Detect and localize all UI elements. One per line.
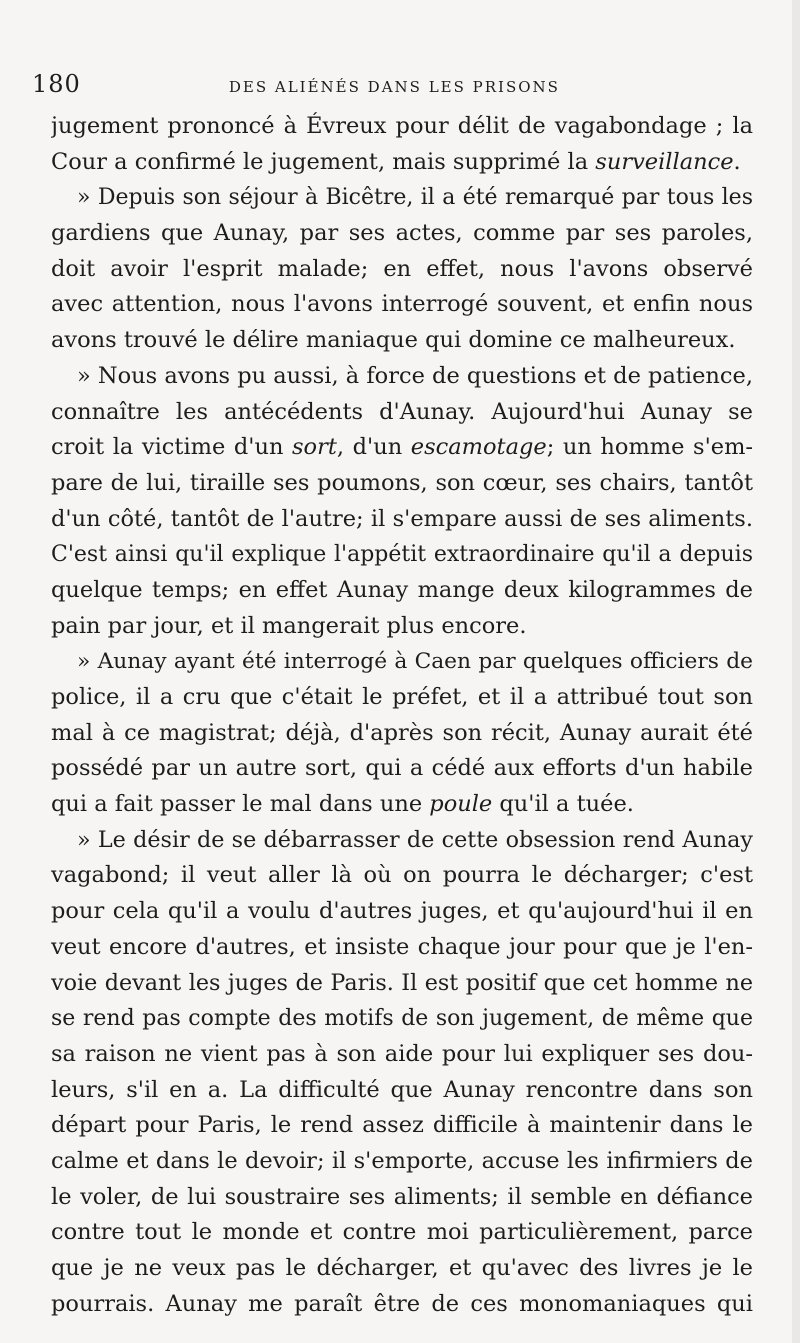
page-edge <box>792 0 800 1343</box>
text-line: » Nous avons pu aussi, à force de questions et de patience, <box>77 362 753 389</box>
text-line: sa raison ne vient pas à son aide pour lui expliquer ses dou- <box>51 1040 753 1067</box>
text-line: police, il a cru que c'était le préfet, et il a attribué tout son <box>51 684 753 710</box>
text-line: pour cela qu'il a voulu d'autres juges, et qu'aujourd'hui il en <box>51 898 753 925</box>
text-line: quelque temps; en effet Aunay mange deux kilogrammes de <box>51 576 753 603</box>
text-line: » Aunay ayant été interrogé à Caen par quelques officiers de <box>77 649 753 675</box>
text-line: gardiens que Aunay, par ses actes, comme par ses paroles, <box>51 220 753 247</box>
text-line: mal à ce magistrat; déjà, d'après son récit, Aunay aurait été <box>51 719 753 746</box>
text-line: avons trouvé le délire maniaque qui domine ce malheureux. <box>51 327 736 354</box>
running-head: DES ALIÉNÉS DANS LES PRISONS <box>228 78 560 96</box>
text-line: que je ne veux pas le décharger, et qu'avec des livres je le <box>51 1255 753 1281</box>
body-text <box>51 109 753 1322</box>
text-line: » Le désir de se débarrasser de cette obsession rend Aunay <box>77 826 753 853</box>
text-line: connaître les antécédents d'Aunay. Aujourd'hui Aunay se <box>51 398 753 425</box>
text-line: croit la victime d'un sort, d'un escamotage; un homme s'em- <box>51 434 753 461</box>
text-line: voie devant les juges de Paris. Il est positif que cet homme ne <box>51 969 753 996</box>
text-line: possédé par un autre sort, qui a cédé aux efforts d'un habile <box>51 755 753 782</box>
text-line: leurs, s'il en a. La difficulté que Aunay rencontre dans son <box>51 1076 753 1103</box>
text-line: départ pour Paris, le rend assez difficile à maintenir dans le <box>51 1112 753 1139</box>
text-line: qui a fait passer le mal dans une poule qu'il a tuée. <box>51 791 634 818</box>
text-line: veut encore d'autres, et insiste chaque jour pour que je l'en- <box>51 933 753 960</box>
text-line: d'un côté, tantôt de l'autre; il s'empare aussi de ses aliments. <box>51 505 753 532</box>
text-line: calme et dans le devoir; il s'emporte, accuse les infirmiers de <box>51 1147 753 1174</box>
text-line: se rend pas compte des motifs de son jugement, de même que <box>51 1006 753 1032</box>
text-line: pare de lui, tiraille ses poumons, son cœur, ses chairs, tantôt <box>51 469 753 496</box>
text-line: C'est ainsi qu'il explique l'appétit extraordinaire qu'il a depuis <box>51 542 753 568</box>
page-header <box>32 70 760 104</box>
text-line: avec attention, nous l'avons interrogé souvent, et enfin nous <box>51 291 753 318</box>
text-line: » Depuis son séjour à Bicêtre, il a été remarqué par tous les <box>77 185 753 211</box>
text-line: jugement prononcé à Évreux pour délit de vagabondage ; la <box>51 113 753 139</box>
text-line: vagabond; il veut aller là où on pourra le décharger; c'est <box>51 862 753 889</box>
page-number: 180 <box>32 70 81 98</box>
text-line: pourrais. Aunay me paraît être de ces monomaniaques qui <box>51 1290 753 1317</box>
text-line: le voler, de lui soustraire ses aliments; il semble en défiance <box>51 1183 753 1210</box>
text-line: doit avoir l'esprit malade; en effet, nous l'avons observé <box>51 255 753 282</box>
text-line: Cour a confirmé le jugement, mais supprimé la surveillance. <box>51 148 741 175</box>
text-line: contre tout le monde et contre moi particulièrement, parce <box>51 1219 753 1246</box>
text-line: pain par jour, et il mangerait plus encore. <box>51 612 527 639</box>
